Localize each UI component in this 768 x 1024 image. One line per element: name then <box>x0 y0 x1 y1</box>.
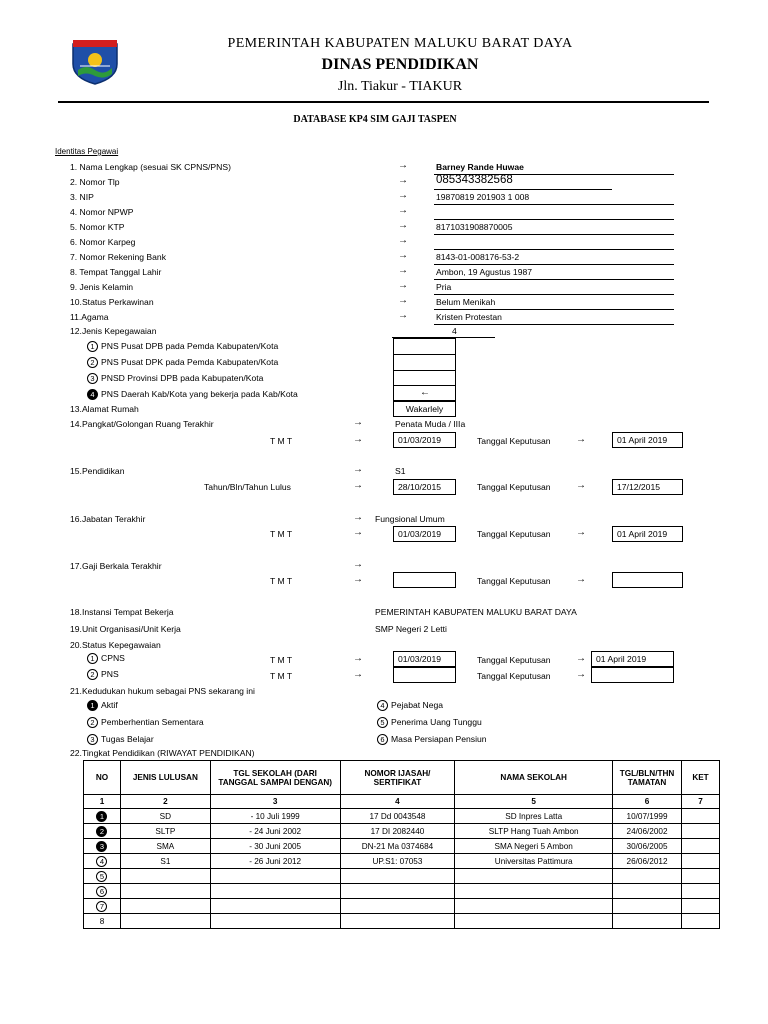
pangkat-keputusan-field[interactable]: 01 April 2019 <box>612 432 683 448</box>
kedudukan-option[interactable] <box>87 717 204 728</box>
row-number-cell <box>84 914 121 929</box>
field-label: 1. Nama Lengkap (sesuai SK CPNS/PNS) <box>70 162 231 172</box>
cpns-tmt-arrow: → <box>353 653 363 664</box>
jabatan-keputusan-label: Tanggal Keputusan <box>477 529 551 539</box>
table-header-cell: NAMA SEKOLAH <box>455 761 613 795</box>
field-value[interactable]: Pria <box>436 282 452 292</box>
table-cell-ket[interactable] <box>682 899 720 914</box>
pangkat-tmt-arrow: → <box>353 434 363 445</box>
jabatan-keputusan-field[interactable]: 01 April 2019 <box>612 526 683 542</box>
status-cpns[interactable]: 1 CPNS <box>87 653 125 664</box>
table-cell-tamat[interactable] <box>613 869 682 884</box>
kedudukan-label: 21.Kedudukan hukum sebagai PNS sekarang ini <box>70 686 255 696</box>
table-cell-ket[interactable] <box>682 809 720 824</box>
field-arrow: → <box>398 265 408 276</box>
gaji-tmt-field[interactable] <box>393 572 456 588</box>
table-cell-jenis[interactable]: SD <box>120 809 210 824</box>
field-value[interactable]: 8171031908870005 <box>436 222 513 232</box>
table-header-cell: TGL SEKOLAH (DARI TANGGAL SAMPAI DENGAN) <box>210 761 340 795</box>
table-header-cell: JENIS LULUSAN <box>120 761 210 795</box>
field-label: 8. Tempat Tanggal Lahir <box>70 267 162 277</box>
table-cell-ket[interactable] <box>682 839 720 854</box>
table-cell-sekolah[interactable]: Universitas Pattimura <box>455 854 613 869</box>
table-header-cell: NOMOR IJASAH/ SERTIFIKAT <box>340 761 455 795</box>
pendidikan-label: 15.Pendidikan <box>70 466 125 476</box>
field-underline <box>434 234 674 235</box>
table-cell-ket[interactable] <box>682 854 720 869</box>
table-cell-tgl[interactable]: - 30 Juni 2005 <box>210 839 340 854</box>
riwayat-label: 22.Tingkat Pendidikan (RIWAYAT PENDIDIKAN) <box>70 748 255 758</box>
alamat-field[interactable]: Wakarlely <box>393 401 456 417</box>
pangkat-label: 14.Pangkat/Golongan Ruang Terakhir <box>70 419 214 429</box>
table-cell-jenis[interactable]: S1 <box>120 854 210 869</box>
table-row <box>84 899 720 914</box>
table-cell-jenis[interactable]: SLTP <box>120 824 210 839</box>
instansi-label: 18.Instansi Tempat Bekerja <box>70 607 174 617</box>
field-label: 5. Nomor KTP <box>70 222 125 232</box>
field-label: 3. NIP <box>70 192 94 202</box>
table-cell-jenis[interactable] <box>120 884 210 899</box>
jabatan-tmt-field[interactable]: 01/03/2019 <box>393 526 456 542</box>
table-cell-tgl[interactable] <box>210 869 340 884</box>
header-government: PEMERINTAH KABUPATEN MALUKU BARAT DAYA <box>227 36 573 51</box>
field-value[interactable]: Barney Rande Huwae <box>436 162 524 172</box>
column-number-cell: 5 <box>455 795 613 809</box>
table-cell-sekolah[interactable] <box>455 884 613 899</box>
option-number-icon: 6 <box>377 734 388 745</box>
table-cell-nomor[interactable] <box>340 869 455 884</box>
table-cell-ket[interactable] <box>682 884 720 899</box>
row-number-icon: 7 <box>96 901 107 912</box>
row-number-cell <box>84 839 121 854</box>
cpns-tmt-label: T M T <box>270 655 293 665</box>
option-number-icon: 1 <box>87 341 98 352</box>
field-arrow: → <box>398 160 408 171</box>
table-row <box>84 854 720 869</box>
field-underline <box>434 219 674 220</box>
unit-value: SMP Negeri 2 Letti <box>375 624 447 634</box>
field-arrow: → <box>398 220 408 231</box>
document-title: DATABASE KP4 SIM GAJI TASPEN <box>293 114 457 125</box>
table-cell-ket[interactable] <box>682 914 720 929</box>
field-value[interactable]: 8143-01-008176-53-2 <box>436 252 520 262</box>
option-number-icon: 4 <box>377 700 388 711</box>
field-underline <box>434 249 674 250</box>
pns-keputusan-field[interactable] <box>591 667 674 683</box>
kedudukan-option[interactable] <box>87 700 118 711</box>
table-cell-nomor[interactable]: UP.S1: 07053 <box>340 854 455 869</box>
field-underline <box>434 279 674 280</box>
table-cell-nomor[interactable] <box>340 914 455 929</box>
field-label: 4. Nomor NPWP <box>70 207 134 217</box>
option-number-icon: 5 <box>377 717 388 728</box>
pendidikan-keputusan-arrow: → <box>576 480 586 491</box>
kepegawaian-option[interactable] <box>87 341 278 352</box>
option-label: PNSD Provinsi DPB pada Kabupaten/Kota <box>101 373 264 383</box>
instansi-value: PEMERINTAH KABUPATEN MALUKU BARAT DAYA <box>375 607 577 617</box>
field-value[interactable]: Belum Menikah <box>436 297 496 307</box>
field-value[interactable]: Ambon, 19 Agustus 1987 <box>436 267 533 277</box>
table-cell-tamat[interactable] <box>613 899 682 914</box>
gaji-keputusan-field[interactable] <box>612 572 683 588</box>
field-arrow: → <box>398 310 408 321</box>
kepegawaian-option[interactable] <box>87 357 278 368</box>
table-cell-tgl[interactable] <box>210 884 340 899</box>
table-cell-sekolah[interactable]: SD Inpres Latta <box>455 809 613 824</box>
table-cell-jenis[interactable] <box>120 914 210 929</box>
table-cell-sekolah[interactable] <box>455 899 613 914</box>
pangkat-tmt-field[interactable]: 01/03/2019 <box>393 432 456 448</box>
field-arrow: → <box>398 205 408 216</box>
pns-tmt-label: T M T <box>270 671 293 681</box>
option-number-icon: 4 <box>87 389 98 400</box>
column-number-row <box>84 795 720 809</box>
table-cell-nomor[interactable] <box>340 884 455 899</box>
field-label: 9. Jenis Kelamin <box>70 282 134 292</box>
table-cell-tgl[interactable]: - 10 Juli 1999 <box>210 809 340 824</box>
column-number-cell: 7 <box>682 795 720 809</box>
lulus-field[interactable]: 28/10/2015 <box>393 479 456 495</box>
table-cell-nomor[interactable] <box>340 899 455 914</box>
table-cell-tgl[interactable] <box>210 899 340 914</box>
pangkat-arrow: → <box>353 417 363 428</box>
kepegawaian-label: 12.Jenis Kepegawaian <box>70 326 157 336</box>
pendidikan-value: S1 <box>395 466 406 476</box>
table-cell-sekolah[interactable]: SMA Negeri 5 Ambon <box>455 839 613 854</box>
table-cell-tgl[interactable]: - 26 Juni 2012 <box>210 854 340 869</box>
pangkat-keputusan-arrow: → <box>576 434 586 445</box>
option-label: Penerima Uang Tunggu <box>391 717 482 727</box>
jabatan-keputusan-arrow: → <box>576 527 586 538</box>
pns-keputusan-label: Tanggal Keputusan <box>477 671 551 681</box>
kepegawaian-box[interactable] <box>393 338 456 401</box>
table-row <box>84 824 720 839</box>
table-cell-sekolah[interactable] <box>455 914 613 929</box>
field-underline <box>434 264 674 265</box>
header-address: Jln. Tiakur - TIAKUR <box>337 79 463 94</box>
kepegawaian-option[interactable] <box>87 389 298 400</box>
table-row <box>84 914 720 929</box>
column-number-cell: 2 <box>120 795 210 809</box>
table-row <box>84 884 720 899</box>
gaji-keputusan-label: Tanggal Keputusan <box>477 576 551 586</box>
option-label: Pejabat Nega <box>391 700 444 710</box>
cpns-keputusan-arrow: → <box>576 653 586 664</box>
field-label: 11.Agama <box>70 312 109 322</box>
jabatan-label: 16.Jabatan Terakhir <box>70 514 146 524</box>
field-label: 7. Nomor Rekening Bank <box>70 252 167 262</box>
field-underline <box>434 189 612 190</box>
pangkat-tmt-label: T M T <box>270 436 293 446</box>
table-row <box>84 839 720 854</box>
field-arrow: → <box>398 295 408 306</box>
table-cell-ket[interactable] <box>682 869 720 884</box>
table-cell-tamat[interactable]: 10/07/1999 <box>613 809 682 824</box>
table-cell-sekolah[interactable]: SLTP Hang Tuah Ambon <box>455 824 613 839</box>
field-underline <box>434 309 674 310</box>
field-underline <box>434 204 674 205</box>
kedudukan-option[interactable] <box>377 734 487 745</box>
option-number-icon: 1 <box>87 653 98 664</box>
row-number-cell <box>84 809 121 824</box>
kepegawaian-value: 4 <box>452 326 457 336</box>
pangkat-value: Penata Muda / IIIa <box>395 419 466 429</box>
option-label: Masa Persiapan Pensiun <box>391 734 487 744</box>
pns-tmt-field[interactable] <box>393 667 456 683</box>
kepegawaian-mark: ← <box>420 387 430 398</box>
field-underline <box>434 324 674 325</box>
table-cell-jenis[interactable] <box>120 869 210 884</box>
field-label: 6. Nomor Karpeg <box>70 237 136 247</box>
row-number-cell <box>84 869 121 884</box>
option-number-icon: 3 <box>87 734 98 745</box>
table-cell-nomor[interactable]: 17 DI 2082440 <box>340 824 455 839</box>
option-label: Pemberhentian Sementara <box>101 717 204 727</box>
table-header-cell: KET <box>682 761 720 795</box>
column-number-cell: 6 <box>613 795 682 809</box>
table-cell-tamat[interactable]: 24/06/2002 <box>613 824 682 839</box>
kepegawaian-option[interactable] <box>87 373 263 384</box>
alamat-label: 13.Alamat Rumah <box>70 404 139 414</box>
column-number-cell: 4 <box>340 795 455 809</box>
option-number-icon: 3 <box>87 373 98 384</box>
table-row <box>84 869 720 884</box>
jabatan-arrow: → <box>353 512 363 523</box>
pendidikan-arrow: → <box>353 464 363 475</box>
option-label: Aktif <box>101 700 118 710</box>
lulus-arrow: → <box>353 480 363 491</box>
field-label: 2. Nomor Tlp <box>70 177 120 187</box>
row-number-icon: 3 <box>96 841 107 852</box>
pangkat-keputusan-label: Tanggal Keputusan <box>477 436 551 446</box>
cpns-tmt-field[interactable]: 01/03/2019 <box>393 651 456 667</box>
jabatan-value: Fungsional Umum <box>375 514 445 524</box>
gaji-arrow: → <box>353 559 363 570</box>
option-label: PNS Pusat DPB pada Pemda Kabupaten/Kota <box>101 341 279 351</box>
field-arrow: → <box>398 250 408 261</box>
pns-tmt-arrow: → <box>353 669 363 680</box>
table-cell-ket[interactable] <box>682 824 720 839</box>
column-number-cell: 1 <box>84 795 121 809</box>
option-number-icon: 2 <box>87 357 98 368</box>
pendidikan-keputusan-label: Tanggal Keputusan <box>477 482 551 492</box>
row-number-icon: 6 <box>96 886 107 897</box>
cpns-keputusan-label: Tanggal Keputusan <box>477 655 551 665</box>
header-divider <box>58 101 709 103</box>
table-cell-sekolah[interactable] <box>455 869 613 884</box>
field-arrow: → <box>398 235 408 246</box>
unit-label: 19.Unit Organisasi/Unit Kerja <box>70 624 181 634</box>
table-cell-tamat[interactable] <box>613 884 682 899</box>
field-value[interactable]: 19870819 201903 1 008 <box>436 192 530 202</box>
gaji-label: 17.Gaji Berkala Terakhir <box>70 561 162 571</box>
pendidikan-keputusan-field[interactable]: 17/12/2015 <box>612 479 683 495</box>
field-underline <box>434 294 674 295</box>
table-row <box>84 809 720 824</box>
kedudukan-option[interactable] <box>87 734 154 745</box>
cpns-keputusan-field[interactable]: 01 April 2019 <box>591 651 674 667</box>
field-label: 10.Status Perkawinan <box>70 297 154 307</box>
option-label: Tugas Belajar <box>101 734 154 744</box>
table-cell-nomor[interactable]: DN-21 Ma 0374684 <box>340 839 455 854</box>
option-label: PNS Pusat DPK pada Pemda Kabupaten/Kota <box>101 357 279 367</box>
jabatan-tmt-arrow: → <box>353 527 363 538</box>
field-arrow: → <box>398 175 408 186</box>
column-number-cell: 3 <box>210 795 340 809</box>
table-cell-jenis[interactable]: SMA <box>120 839 210 854</box>
row-number-icon: 2 <box>96 826 107 837</box>
gaji-tmt-arrow: → <box>353 574 363 585</box>
row-number-icon: 5 <box>96 871 107 882</box>
pns-keputusan-arrow: → <box>576 669 586 680</box>
gaji-keputusan-arrow: → <box>576 574 586 585</box>
option-label: PNS Daerah Kab/Kota yang bekerja pada Kab/Kota <box>101 389 298 399</box>
table-header-cell: NO <box>84 761 121 795</box>
status-label: 20.Status Kepegawaian <box>70 640 161 650</box>
header-department: DINAS PENDIDIKAN <box>321 56 479 73</box>
field-arrow: → <box>398 280 408 291</box>
table-cell-tamat[interactable]: 30/06/2005 <box>613 839 682 854</box>
row-number-cell <box>84 824 121 839</box>
option-number-icon: 2 <box>87 717 98 728</box>
row-number-icon: 4 <box>96 856 107 867</box>
education-table <box>83 760 720 929</box>
kedudukan-option[interactable] <box>377 700 443 711</box>
row-number-cell <box>84 854 121 869</box>
status-pns[interactable]: 2 PNS <box>87 669 119 680</box>
row-number-cell <box>84 884 121 899</box>
jabatan-tmt-label: T M T <box>270 529 293 539</box>
table-cell-jenis[interactable] <box>120 899 210 914</box>
table-cell-tgl[interactable]: - 24 Juni 2002 <box>210 824 340 839</box>
table-cell-tgl[interactable] <box>210 914 340 929</box>
lulus-label: Tahun/Bln/Tahun Lulus <box>204 482 291 492</box>
field-value[interactable]: 085343382568 <box>436 174 513 186</box>
kedudukan-option[interactable] <box>377 717 482 728</box>
table-header-cell: TGL/BLN/THN TAMATAN <box>613 761 682 795</box>
option-number-icon: 1 <box>87 700 98 711</box>
row-number: 8 <box>99 916 105 926</box>
table-cell-tamat[interactable] <box>613 914 682 929</box>
row-number-icon: 1 <box>96 811 107 822</box>
gaji-tmt-label: T M T <box>270 576 293 586</box>
table-cell-nomor[interactable]: 17 Dd 0043548 <box>340 809 455 824</box>
table-cell-tamat[interactable]: 26/06/2012 <box>613 854 682 869</box>
row-number-cell <box>84 899 121 914</box>
field-arrow: → <box>398 190 408 201</box>
option-number-icon: 2 <box>87 669 98 680</box>
field-value[interactable]: Kristen Protestan <box>436 312 502 322</box>
section-label: Identitas Pegawai <box>55 147 119 156</box>
